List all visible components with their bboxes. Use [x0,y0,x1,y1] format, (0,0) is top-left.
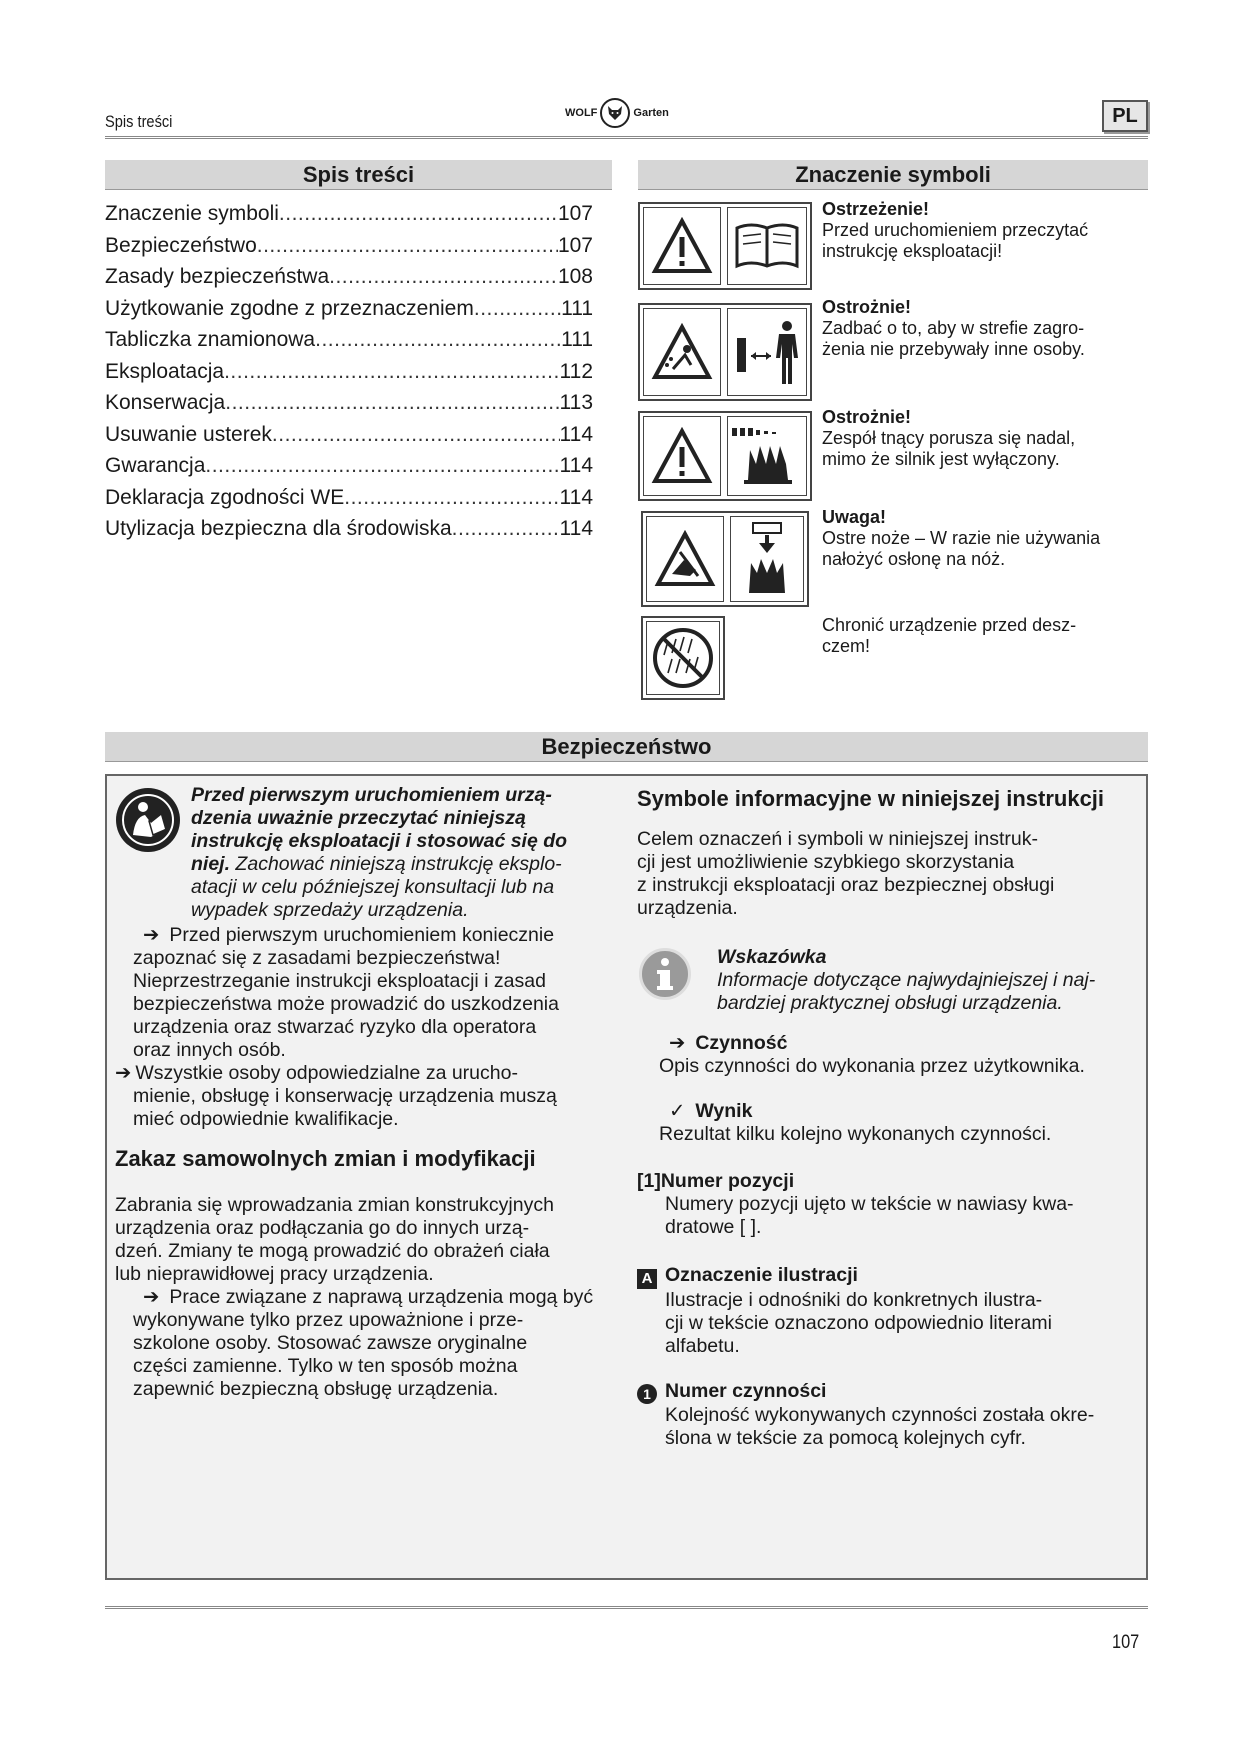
safety-intro: Przed pierwszym uruchomieniem urzą- dzenia uważnie przeczytać niniejszą instrukcję eksploatacji i stosować się do niej. Zachować niniejszą instrukcję eksplo- atacji w celu późniejszej konsultacji lub na wypadek sprzedaży urządzenia. [191,784,568,921]
no-rain-icon [646,621,720,695]
symbol-text-1: Ostrzeżenie! Przed uruchomieniem przeczytać instrukcję eksploatacji! [822,199,1089,261]
wolf-head-icon [600,98,630,128]
symbol-sharp-blades [641,511,809,607]
result-block: ✓ Wynik Rezultat kilku kolejno wykonanych czynności. [659,1100,1052,1145]
action-block: ➔ Czynność Opis czynności do wykonania przez użytkownika. [659,1032,1085,1077]
symbol-text-3: Ostrożnie! Zespół tnący porusza się nadal, mimo że silnik jest wyłączony. [822,407,1076,469]
arrow-right-icon: ➔ [115,1062,132,1084]
info-symbols-heading: Symbole informacyjne w niniejszej instrukcji [637,786,1105,811]
safety-title: Bezpieczeństwo [105,732,1148,762]
safety-frame [105,774,1148,1580]
symbol-keep-distance [638,303,812,401]
safety-bullet-3: ➔ Prace związane z naprawą urządzenia mogą być wykonywane tylko przez upoważnione i prze- szkolone osoby. Stosować zawsze oryginalne części zamienne. Tylko w ten sposób można zapewnić bezpieczną obsługę urządzenia. [133,1286,594,1400]
safety-bullet-1: ➔ Przed pierwszym uruchomieniem koniecznie zapoznać się z zasadami bezpieczeństwa! Nieprzestrzeganie instrukcji eksploatacji i zasad bezpieczeństwa może prowadzić do uszkodzenia urządzenia oraz stwarzać ryzyko dla operatora oraz innych osób. [133,924,559,1061]
symbol-read-manual [638,202,812,290]
person-distance-icon [727,308,807,396]
symbol-cutter-rotates [638,411,812,501]
blade-cover-icon [730,516,804,602]
toc-item[interactable]: Użytkowanie zgodne z przeznaczeniem ..... 111 [105,297,593,329]
footer-divider [105,1606,1148,1610]
arrow-right-icon: ➔ [143,1286,160,1308]
toc-item[interactable]: Konserwacja ..... 113 [105,391,593,423]
read-manual-icon [116,788,180,852]
position-block: [1]Numer pozycji Numery pozycji ujęto w tekście w nawiasy kwa- dratowe [ ]. [637,1170,1074,1238]
modifications-text: Zabrania się wprowadzania zmian konstrukcyjnych urządzenia oraz podłączania go do innych urzą- dzeń. Zmiany te mogą prowadzić do obrażeń ciała lub nieprawidłowej pracy urządzenia. [115,1194,554,1285]
toc-item[interactable]: Utylizacja bezpieczna dla środowiska ..... 114 [105,517,593,549]
modifications-heading: Zakaz samowolnych zmian i modyfikacji [115,1146,536,1171]
language-badge: PL [1102,100,1148,132]
letter-a-badge-icon: A [637,1269,657,1289]
page-number: 107 [1112,1632,1140,1653]
header-divider [105,136,1148,140]
step-number-badge-icon: 1 [637,1384,657,1404]
toc-item[interactable]: Gwarancja ..... 114 [105,454,593,486]
info-symbols-text: Celem oznaczeń i symboli w niniejszej instruk- cji jest umożliwienie szybkiego skorzystania z instrukcji eksploatacji oraz bezpiecznej obsługi urządzenia. [637,828,1055,919]
warning-triangle-icon [643,207,721,285]
toc-item[interactable]: Tabliczka znamionowa ..... 111 [105,328,593,360]
symbol-text-4: Uwaga! Ostre noże – W razie nie używania nałożyć osłonę na nóż. [822,507,1101,569]
symbols-title: Znaczenie symboli [638,160,1148,190]
illustration-block: A Oznaczenie ilustracji Ilustracje i odnośniki do konkretnych ilustra- cji w tekście oznaczono odpowiednio literami alfabetu. [637,1264,1137,1358]
toc-item[interactable]: Znaczenie symboli ..... 107 [105,202,593,234]
arrow-right-icon: ➔ [669,1032,686,1054]
toc-item[interactable]: Usuwanie usterek ..... 114 [105,423,593,455]
toc-item[interactable]: Eksploatacja ..... 112 [105,360,593,392]
symbol-text-2: Ostrożnie! Zadbać o to, aby w strefie zagro- żenia nie przebywały inne osoby. [822,297,1085,359]
arrow-right-icon: ➔ [143,924,160,946]
info-icon [639,948,691,1000]
warning-triangle-icon [643,416,721,496]
safety-bullet-2: ➔ Wszystkie osoby odpowiedzialne za urucho- mienie, obsługę i konserwację urządzenia muszą mieć odpowiednie kwalifikacje. [115,1062,557,1130]
toc-title: Spis treści [105,160,612,190]
checkmark-icon: ✓ [669,1100,686,1122]
book-icon [727,207,807,285]
logo-wolf-text: WOLF [565,107,598,119]
cut-hand-warning-icon [646,516,724,602]
symbol-text-5: Chronić urządzenie przed desz- czem! [822,615,1077,656]
toc-item[interactable]: Bezpieczeństwo ..... 107 [105,234,593,266]
thrown-object-warning-icon [643,308,721,396]
toc-item[interactable]: Zasady bezpieczeństwa ..... 108 [105,265,593,297]
logo-garten-text: Garten [633,107,669,119]
brand-logo [565,95,669,131]
running-title: Spis treści [105,112,173,131]
symbol-no-rain [641,616,725,700]
hint-block: Wskazówka Informacje dotyczące najwydajniejszej i naj- bardziej praktycznej obsługi urządzenia. [717,946,1096,1014]
table-of-contents [105,202,593,549]
toc-item[interactable]: Deklaracja zgodności WE ..... 114 [105,486,593,518]
cutting-unit-icon [727,416,807,496]
step-number-block: 1 Numer czynności Kolejność wykonywanych czynności została okre- ślona w tekście za pomocą kolejnych cyfr. [637,1380,1137,1450]
